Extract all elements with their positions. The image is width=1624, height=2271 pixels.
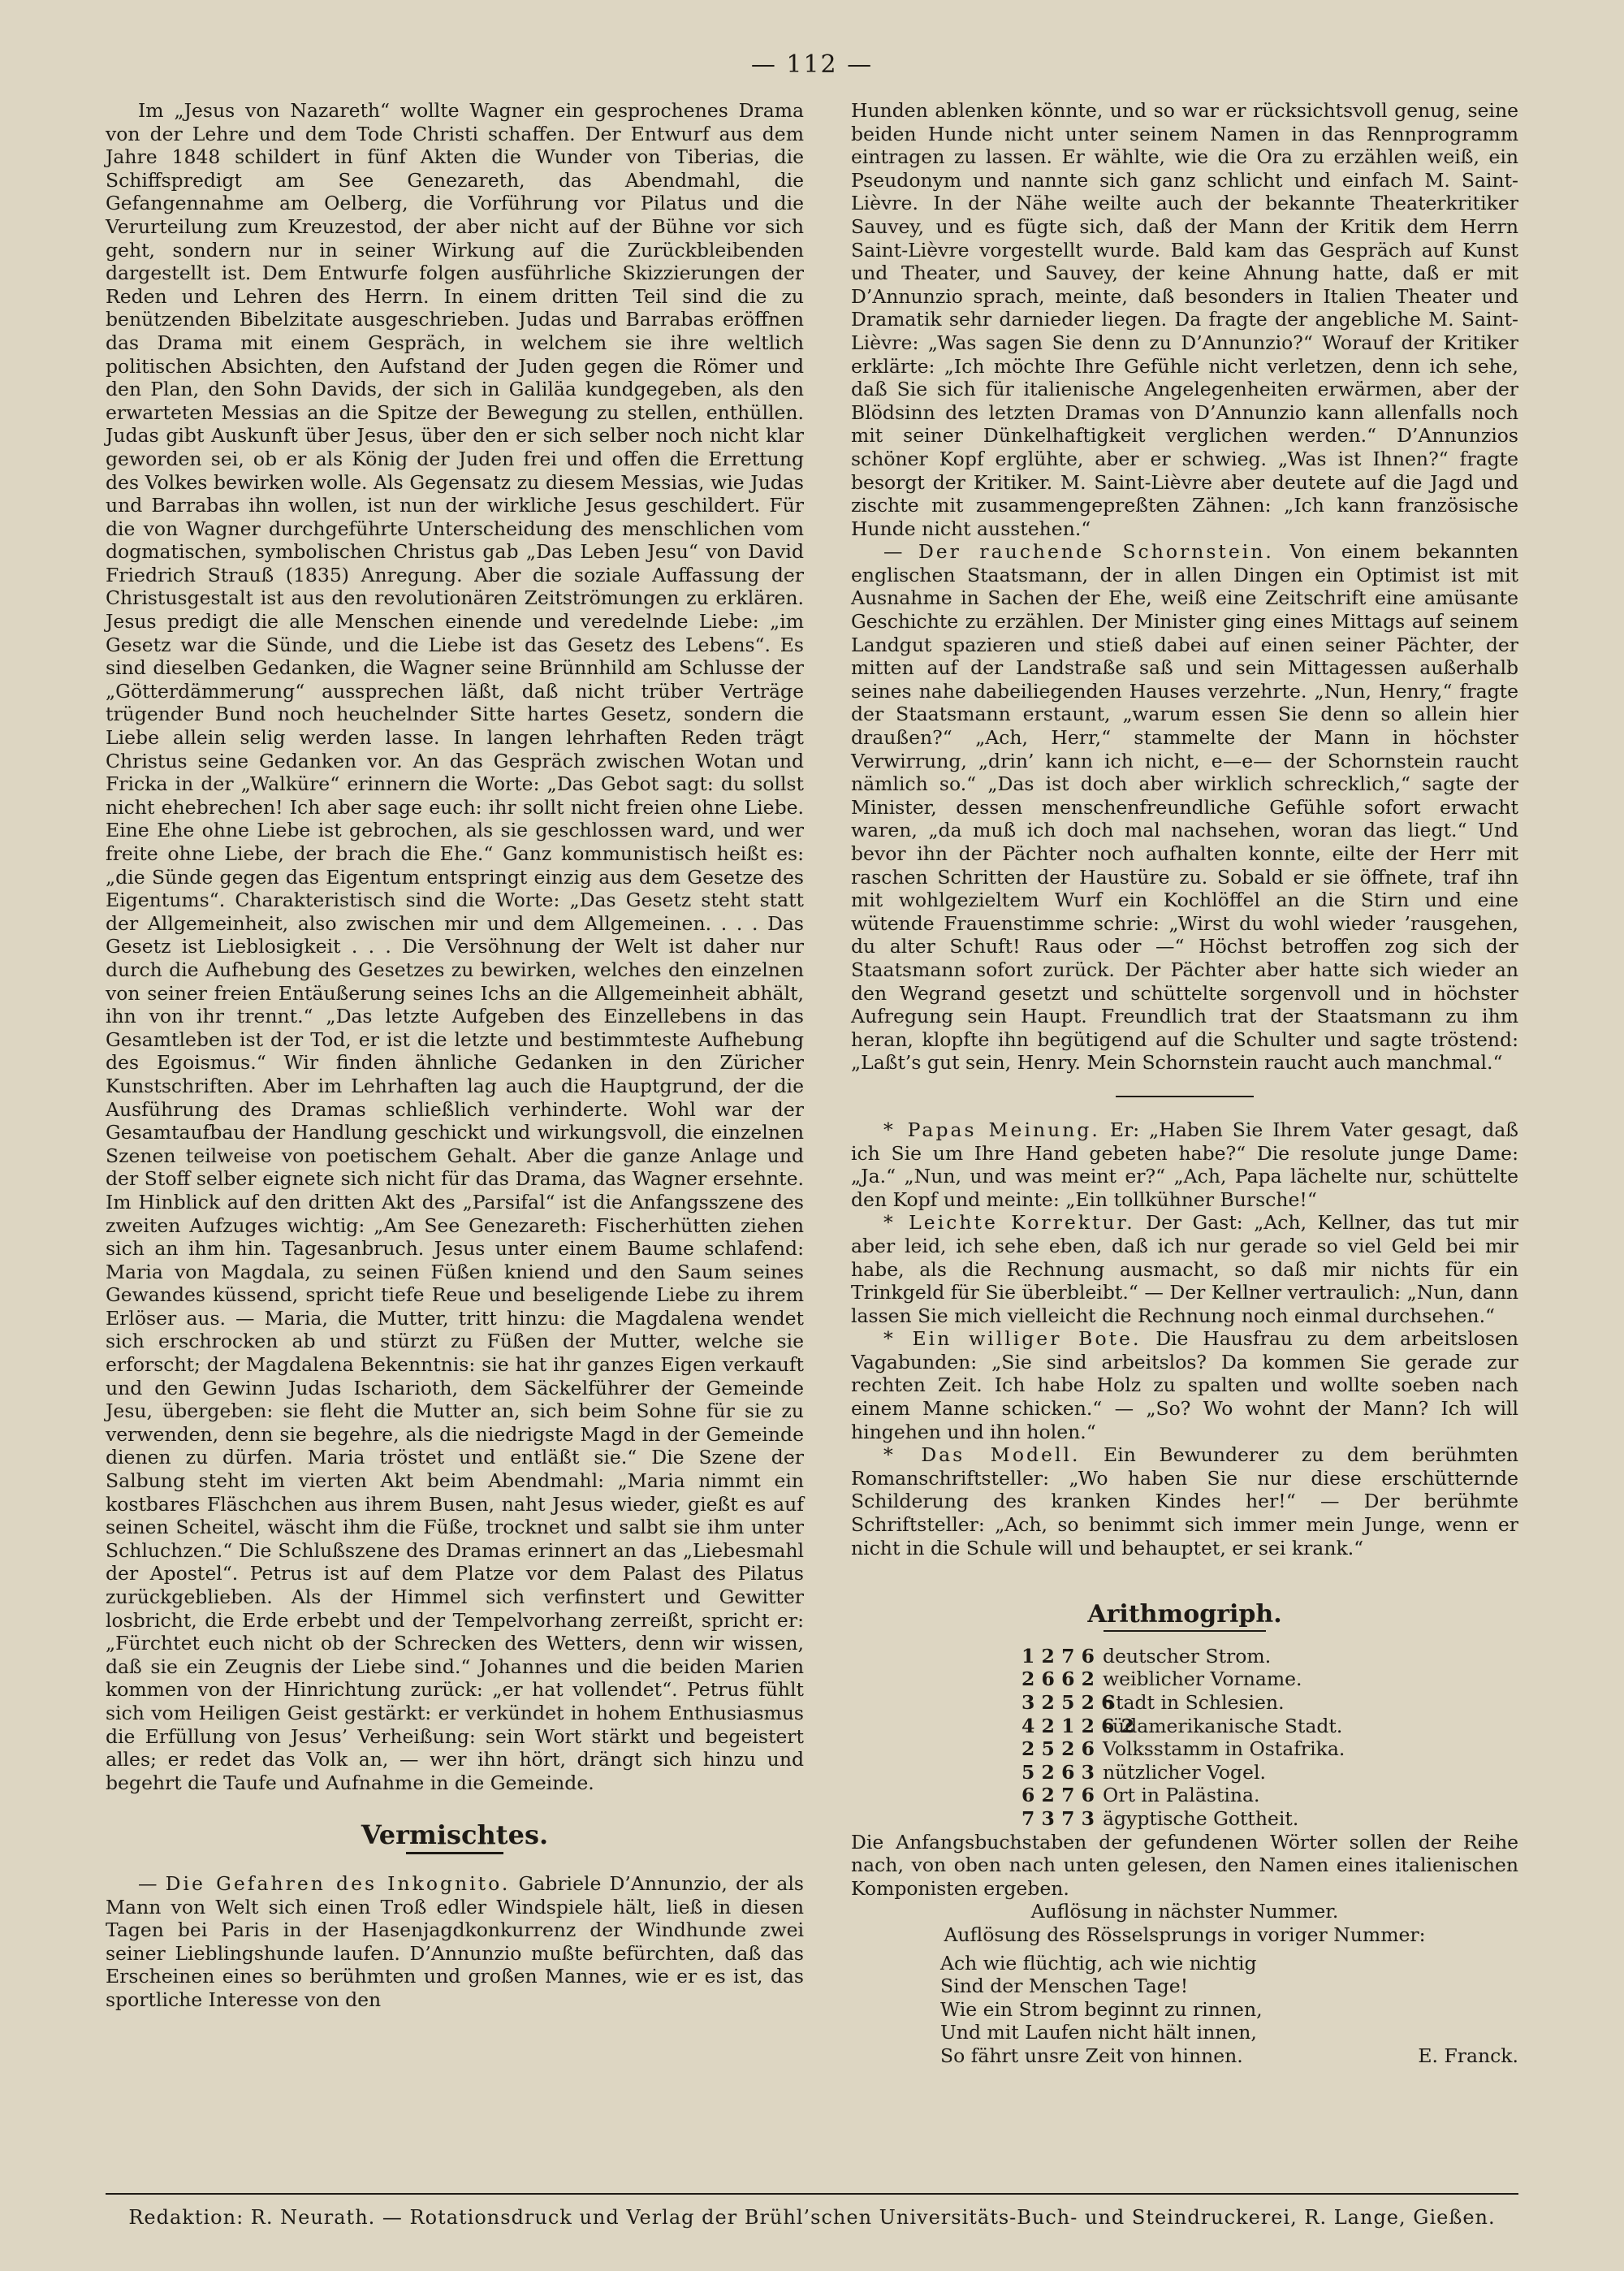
- puzzle-row-clue: Volksstamm in Ostafrika.: [1103, 1737, 1345, 1761]
- puzzle-row-numbers: 3 2 5 2 6: [1021, 1691, 1115, 1714]
- joke-item: [851, 1211, 1518, 1327]
- poem-line: Und mit Laufen nicht hält innen,: [940, 2021, 1257, 2044]
- puzzle-row-numbers: 6 2 7 6: [1021, 1784, 1095, 1807]
- puzzle-row-clue: deutscher Strom.: [1103, 1644, 1272, 1668]
- incognito-continuation: Hunden ablenken könnte, und so war er rücksichtsvoll genug, seine beiden Hunde nicht unter seinem Namen in das Rennprogramm eintragen zu lassen. Er wählte, wie die Ora zu erzählen weiß, ein Pseudonym und nannte sich ganz schlicht und einfach M. Saint-Lièvre. In der Nähe weilte auch der bekannte Theaterkritiker Sauvey, und es fügte sich, daß der Mann der Kritik dem Herrn Saint-Lièvre vorgestellt wurde. Bald kam das Gespräch auf Kunst und Theater, und Sauvey, der keine Ahnung hatte, daß er mit D’Annunzio sprach, meinte, daß besonders in Italien Theater und Dramatik sehr darnieder liegen. Da fragte der angebliche M. Saint-Lièvre: „Was sagen Sie denn zu D’Annunzio?“ Worauf der Kritiker erklärte: „Ich möchte Ihre Gefühle nicht verletzen, denn ich sehe, daß Sie sich für italienische Angelegenheiten erwärmen, aber der Blödsinn des letzten Dramas von D’Annunzio kann allenfalls noch mit seiner Dünkelhaftigkeit verglichen werden.“ D’Annunzios schöner Kopf erglühte, aber er schwieg. „Was ist Ihnen?“ fragte besorgt der Kritiker. M. Saint-Lièvre aber deutete auf die Jagd und zischte mit zusammengepreßten Zähnen: „Ich kann französische Hunde nicht ausstehen.“: [851, 99, 1518, 540]
- section-heading-vermischtes: [106, 1819, 804, 1854]
- puzzle-next-issue: Auflösung in nächster Nummer.: [1030, 1900, 1339, 1923]
- poem-author: E. Franck.: [1418, 2044, 1518, 2067]
- puzzle-title-underline: [1104, 1630, 1266, 1632]
- puzzle-row-clue: Stadt in Schlesien.: [1103, 1691, 1285, 1714]
- puzzle-row-numbers: 4 2 1 2 6 2: [1021, 1714, 1135, 1737]
- divider-rule: [1116, 1096, 1254, 1097]
- puzzle-title: [851, 1600, 1518, 1632]
- puzzle-row: [1021, 1761, 1518, 1784]
- joke-title: * Papas Meinung.: [883, 1118, 1100, 1141]
- joke-text: Die Hausfrau zu dem arbeitslosen Vagabunden: „Sie sind arbeitslos? Da kommen Sie gerade zur rechten Zeit. Ich habe Holz zu spalten und wollte soeben nach einem Manne schicken.“ — „So? Wo wohnt der Mann? Ich will hingehen und ihn holen.“: [851, 1327, 1518, 1443]
- puzzle-instructions: Die Anfangsbuchstaben der gefundenen Wörter sollen der Reihe nach, von oben nach unten gelesen, den Namen eines italienischen Komponisten ergeben.: [851, 1830, 1518, 1900]
- puzzle-row-numbers: 2 5 2 6: [1021, 1737, 1095, 1761]
- puzzle-row-clue: weiblicher Vorname.: [1103, 1668, 1302, 1691]
- misc-item-incognito: — Die Gefahren des Inkognito. Gabriele D’Annunzio, der als Mann von Welt sich einen Troß edler Windspiele hält, ließ in diesen Tagen bei Paris in der Hasenjagdkonkurrenz der Windhunde zwei seiner Lieblingshunde laufen. D’Annunzio mußte befürchten, daß das Erscheinen eines so berühmten und großen Mannes, wie er es ist, das sportliche Interesse von den: [106, 1871, 804, 2011]
- joke-title: * Leichte Korrektur.: [883, 1211, 1135, 1235]
- chimney-title: Der rauchende Schornstein.: [918, 540, 1274, 564]
- solution-poem: [940, 1952, 1518, 2068]
- puzzle-row: [1021, 1737, 1518, 1761]
- imprint-footer: Redaktion: R. Neurath. — Rotationsdruck und Verlag der Brühl’schen Universitäts-Buch- und Steindruckerei, R. Lange, Gießen.: [106, 2193, 1518, 2229]
- misc-item-title: Die Gefahren des Inkognito.: [165, 1871, 511, 1895]
- puzzle-title-text: Arithmogriph.: [1087, 1600, 1282, 1629]
- joke-item: [851, 1327, 1518, 1443]
- puzzle-row-numbers: 2 6 6 2: [1021, 1668, 1095, 1691]
- puzzle-row-clue: Ort in Palästina.: [1103, 1784, 1260, 1807]
- page-number: — 112 —: [750, 50, 874, 79]
- section-heading-text: Vermischtes.: [361, 1819, 549, 1851]
- joke-text: Der Gast: „Ach, Kellner, das tut mir aber leid, ich sehe eben, daß ich nur gerade so viel Geld bei mir habe, als die Rechnung ausmacht, so daß mir nichts für ein Trinkgeld für Sie überbleibt.“ — Der Kellner vertraulich: „Nun, dann lassen Sie mich vielleicht die Rechnung noch einmal durchsehen.“: [851, 1211, 1518, 1327]
- wagner-article: Im „Jesus von Nazareth“ wollte Wagner ein gesprochenes Drama von der Lehre und dem Tode Christi schaffen. Der Entwurf aus dem Jahre 1848 schildert in fünf Akten die Wunder von Tiberias, die Schiffspredigt am See Genezareth, das Abendmahl, die Gefangennahme am Oelberg, die Vorführung vor Pilatus und die Verurteilung zum Kreuzestod, der aber nicht auf der Bühne vor sich geht, sondern nur in seiner Wirkung auf die Zurückbleibenden dargestellt ist. Dem Entwurfe folgen ausführliche Skizzierungen der Reden und Lehren des Herrn. In einem dritten Teil sind die zu benützenden Bibelzitate ausgeschrieben. Judas und Barrabas eröffnen das Drama mit einem Gespräch, in welchem sie ihre weltlich politischen Absichten, den Aufstand der Juden gegen die Römer und den Plan, den Sohn Davids, der sich in Galiläa kundgegeben, als den erwarteten Messias an die Spitze der Bewegung zu stellen, enthüllen. Judas gibt Auskunft über Jesus, über den er sich selber noch nicht klar geworden sei, ob er als König der Juden frei und offen die Errettung des Volkes bewirken wolle. Als Gegensatz zu diesem Messias, wie Judas und Barrabas ihn wollen, ist nun der wirkliche Jesus geschildert. Für die von Wagner durchgeführte Unterscheidung des menschlichen vom dogmatischen, symbolischen Christus gab „Das Leben Jesu“ von David Friedrich Strauß (1835) Anregung. Aber die soziale Auffassung der Christusgestalt ist aus den revolutionären Zeitströmungen zu erklären. Jesus predigt die alle Menschen einende und veredelnde Liebe: „im Gesetz war die Sünde, und die Liebe ist das Gesetz des Lebens“. Es sind dieselben Gedanken, die Wagner seine Brünnhild am Schlusse der „Götterdämmerung“ aussprechen läßt, daß nicht trüber Verträge trügender Bund noch heuchelnder Sitte hartes Gesetz, sondern die Liebe allein selig werden lasse. In langen lehrhaften Reden trägt Christus seine Gedanken vor. An das Gespräch zwischen Wotan und Fricka in der „Walküre“ erinnern die Worte: „Das Gebot sagt: du sollst nicht ehebrechen! Ich aber sage euch: ihr sollt nicht freien ohne Liebe. Eine Ehe ohne Liebe ist gebrochen, als sie geschlossen ward, und wer freite ohne Liebe, der brach die Ehe.“ Ganz kommunistisch heißt es: „die Sünde gegen das Eigentum entspringt einzig aus dem Gesetze des Eigentums“. Charakteristisch sind die Worte: „Das Gesetz steht statt der Allgemeinheit, also zwischen mir und dem Allgemeinen. . . . Das Gesetz ist Lieblosigkeit . . . Die Versöhnung der Welt ist daher nur durch die Aufhebung des Gesetzes zu bewirken, welches den einzelnen von seiner freien Entäußerung seines Ichs an die Allgemeinheit abhält, ihn von ihr trennt.“ „Das letzte Aufgeben des Einzellebens in das Gesamtleben ist der Tod, er ist die letzte und bestimmteste Aufhebung des Egoismus.“ Wir finden ähnliche Gedanken in den Züricher Kunstschriften. Aber im Lehrhaften lag auch die Hauptgrund, der die Ausführung des Dramas schließlich verhinderte. Wohl war der Gesamtaufbau der Handlung geschickt und wirkungsvoll, die einzelnen Szenen teilweise von poetischem Gehalt. Aber die ganze Anlage und der Stoff selber eignete sich nicht für das Drama, das Wagner ersehnte. Im Hinblick auf den dritten Akt des „Parsifal“ ist die Anfangsszene des zweiten Aufzuges wichtig: „Am See Genezareth: Fischerhütten ziehen sich an ihm hin. Tagesanbruch. Jesus unter einem Baume schlafend: Maria von Magdala, zu seinen Füßen kniend und den Saum seines Gewandes küssend, spricht tiefe Reue und beseligende Liebe zu ihrem Erlöser aus. — Maria, die Mutter, tritt hinzu: die Magdalena wendet sich erschrocken ab und stürzt zu Füßen der Mutter, welche sie erforscht; der Magdalena Bekenntnis: sie hat ihr ganzes Eigen verkauft und den Gewinn Judas Ischarioth, dem Säckelführer der Gemeinde Jesu, übergeben: sie fleht die Mutter an, sich beim Sohne für sie zu verwenden, denn sie begehre, als die niedrigste Magd in der Gemeinde dienen zu dürfen. Maria tröstet und entläßt sie.“ Die Szene der Salbung steht im vierten Akt beim Abendmahl: „Maria nimmt ein kostbares Fläschchen aus ihrem Busen, naht Jesus wieder, gießt es auf seinen Scheitel, wäscht ihm die Füße, trocknet und salbt sie ihm unter Schluchzen.“ Die Schlußszene des Dramas erinnert an das „Liebesmahl der Apostel“. Petrus ist auf dem Platze vor dem Palast des Pilatus zurückgeblieben. Als der Himmel sich verfinstert und Gewitter losbricht, die Erde erbebt und der Tempelvorhang zerreißt, spricht er: „Fürchtet euch nicht ob der Schrecken des Wetters, denn wir wissen, daß sie ein Zeugnis der Liebe sind.“ Johannes und die beiden Marien kommen von der Hinrichtung zurück: „er hat vollendet“. Petrus fühlt sich vom Heiligen Geist gestärkt: er verkündet in hohem Enthusiasmus die Erfüllung von Jesus’ Verheißung: sein Wort stärkt und begeistert alles; er redet das Volk an, — wer ihn hört, drängt sich hinzu und begehrt die Taufe und Aufnahme in die Gemeinde.: [106, 99, 804, 1794]
- poem-line: Ach wie flüchtig, ach wie nichtig: [940, 1951, 1257, 1975]
- joke-title: * Ein williger Bote.: [883, 1327, 1142, 1351]
- puzzle-row: [1021, 1784, 1518, 1807]
- right-column: [851, 99, 1518, 2068]
- puzzle-row: [1021, 1645, 1518, 1668]
- left-column: [106, 99, 804, 2012]
- puzzle-row-numbers: 1 2 7 6: [1021, 1644, 1095, 1668]
- puzzle-row: [1021, 1668, 1518, 1691]
- poem-line: Sind der Menschen Tage!: [940, 1975, 1189, 1998]
- puzzle-row-numbers: 5 2 6 3: [1021, 1760, 1095, 1784]
- solution-title: Auflösung des Rösselsprungs in voriger Nummer:: [944, 1923, 1426, 1946]
- poem-line: Wie ein Strom beginnt zu rinnen,: [940, 1997, 1263, 2021]
- puzzle-row-clue: nützlicher Vogel.: [1103, 1760, 1266, 1784]
- joke-item: [851, 1443, 1518, 1559]
- puzzle-row: [1021, 1715, 1518, 1738]
- joke-item: [851, 1118, 1518, 1211]
- puzzle-row-clue: ägyptische Gottheit.: [1103, 1806, 1299, 1830]
- puzzle-row: [1021, 1807, 1518, 1831]
- joke-title: * Das Modell.: [883, 1443, 1081, 1467]
- misc-item-text: Gabriele D’Annunzio, der als Mann von Welt sich einen Troß edler Windspiele hält, ließ in diesen Tagen bei Paris in der Hasenjagdkonkurrenz der Windhunde zwei seiner Lieblingshunde laufen. D’Annunzio mußte befürchten, daß das Erscheinen eines so berühmten und großen Mannes, wie er es ist, das sportliche Interesse von den: [106, 1871, 804, 2011]
- puzzle-row-clue: südamerikanische Stadt.: [1103, 1714, 1343, 1737]
- joke-text: Ein Bewunderer zu dem berühmten Romanschriftsteller: „Wo haben Sie nur diese erschütternde Schilderung des kranken Kindes her!“ — Der berühmte Schriftsteller: „Ach, so benimmt sich immer mein Junge, wenn er nicht in die Schule will und behauptet, er sei krank.“: [851, 1443, 1518, 1559]
- chimney-text: Von einem bekannten englischen Staatsmann, der in allen Dingen ein Optimist ist mit Ausnahme in Sachen der Ehe, weiß eine Zeitschrift eine amüsante Geschichte zu erzählen. Der Minister ging eines Mittags auf seinem Landgut spazieren und stieß dabei auf einen seiner Pächter, der mitten auf der Landstraße saß und sein Mittagessen außerhalb seines nahe dabeiliegenden Hauses verzehrte. „Nun, Henry,“ fragte der Staatsmann erstaunt, „warum essen Sie denn so allein hier draußen?“ „Ach, Herr,“ stammelte der Mann in höchster Verwirrung, „drin’ kann ich nicht, e—e— der Schornstein raucht nämlich so.“ „Das ist doch aber wirklich schrecklich,“ sagte der Minister, dessen menschenfreundliche Gefühle sofort erwacht waren, „da muß ich doch mal nachsehen, woran das liegt.“ Und bevor ihn der Pächter noch aufhalten konnte, eilte der Herr mit raschen Schritten der Haustüre zu. Sobald er sie öffnete, traf ihn mit wohlgezieltem Wurf ein Kochlöffel an die Stirn und eine wütende Frauenstimme schrie: „Wirst du wohl wieder ’rausgehen, du alter Schuft! Raus oder —“ Höchst betroffen zog sich der Staatsmann sofort zurück. Der Pächter aber hatte sich wieder an den Wegrand gesetzt und schüttelte sorgenvoll und in höchster Aufregung sein Haupt. Freundlich trat der Staatsmann zu ihm heran, klopfte ihn begütigend auf die Schulter und sagte tröstend: „Laßt’s gut sein, Henry. Mein Schornstein raucht auch manchmal.“: [851, 540, 1518, 1075]
- puzzle-row: [1021, 1691, 1518, 1715]
- poem-line: So fährt unsre Zeit von hinnen.: [940, 2044, 1243, 2067]
- heading-underline: [406, 1852, 503, 1854]
- poem-last-line: [940, 2044, 1518, 2068]
- joke-text: Er: „Haben Sie Ihrem Vater gesagt, daß ich Sie um Ihre Hand gebeten habe?“ Die resolute junge Dame: „Ja.“ „Nun, und was meint er?“ „Ach, Papa lächelte nur, schüttelte den Kopf und meinte: „Ein tollkühner Bursche!“: [851, 1118, 1518, 1211]
- puzzle-row-numbers: 7 3 7 3: [1021, 1806, 1095, 1830]
- puzzle-rows: [1021, 1645, 1518, 1831]
- misc-item-chimney: — Der rauchende Schornstein. Von einem bekannten englischen Staatsmann, der in allen Dingen ein Optimist ist mit Ausnahme in Sachen der Ehe, weiß eine Zeitschrift eine amüsante Geschichte zu erzählen. Der Minister ging eines Mittags auf seinem Landgut spazieren und stieß dabei auf einen seiner Pächter, der mitten auf der Landstraße saß und sein Mittagessen außerhalb seines nahe dabeiliegenden Hauses verzehrte. „Nun, Henry,“ fragte der Staatsmann erstaunt, „warum essen Sie denn so allein hier draußen?“ „Ach, Herr,“ stammelte der Mann in höchster Verwirrung, „drin’ kann ich nicht, e—e— der Schornstein raucht nämlich so.“ „Das ist doch aber wirklich schrecklich,“ sagte der Minister, dessen menschenfreundliche Gefühle sofort erwacht waren, „da muß ich doch mal nachsehen, woran das liegt.“ Und bevor ihn der Pächter noch aufhalten konnte, eilte der Herr mit raschen Schritten der Haustüre zu. Sobald er sie öffnete, traf ihn mit wohlgezieltem Wurf ein Kochlöffel an die Stirn und eine wütende Frauenstimme schrie: „Wirst du wohl wieder ’rausgehen, du alter Schuft! Raus oder —“ Höchst betroffen zog sich der Staatsmann sofort zurück. Der Pächter aber hatte sich wieder an den Wegrand gesetzt und schüttelte sorgenvoll und in höchster Aufregung sein Haupt. Freundlich trat der Staatsmann zu ihm heran, klopfte ihn begütigend auf die Schulter und sagte tröstend: „Laßt’s gut sein, Henry. Mein Schornstein raucht auch manchmal.“: [851, 540, 1518, 1075]
